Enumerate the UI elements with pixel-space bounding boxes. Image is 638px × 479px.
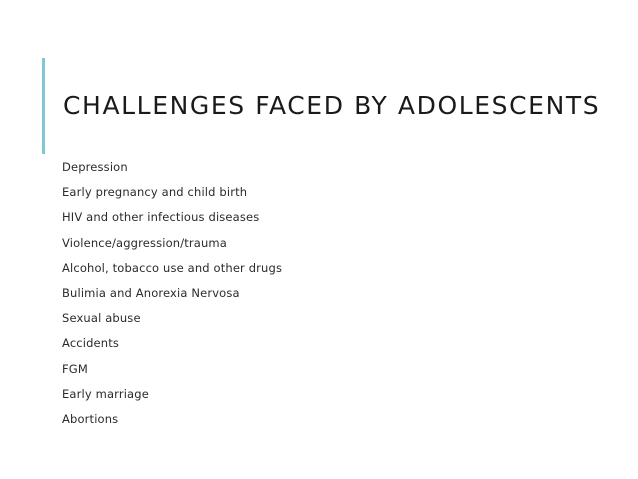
slide-title-block bbox=[42, 58, 602, 154]
bullet-list bbox=[62, 155, 582, 432]
list-item: Accidents bbox=[62, 336, 120, 351]
title-accent-bar bbox=[42, 58, 45, 154]
page-title: CHALLENGES FACED BY ADOLESCENTS bbox=[63, 90, 601, 120]
list-item: Abortions bbox=[62, 412, 119, 427]
list-item: Violence/aggression/trauma bbox=[62, 235, 227, 250]
list-item: Alcohol, tobacco use and other drugs bbox=[62, 260, 283, 275]
list-item: FGM bbox=[62, 361, 88, 376]
list-item: HIV and other infectious diseases bbox=[62, 210, 260, 225]
list-item: Sexual abuse bbox=[62, 311, 141, 326]
list-item: Early pregnancy and child birth bbox=[62, 185, 248, 200]
list-item: Early marriage bbox=[62, 386, 149, 401]
list-item: Bulimia and Anorexia Nervosa bbox=[62, 286, 240, 301]
list-item: Depression bbox=[62, 160, 128, 174]
